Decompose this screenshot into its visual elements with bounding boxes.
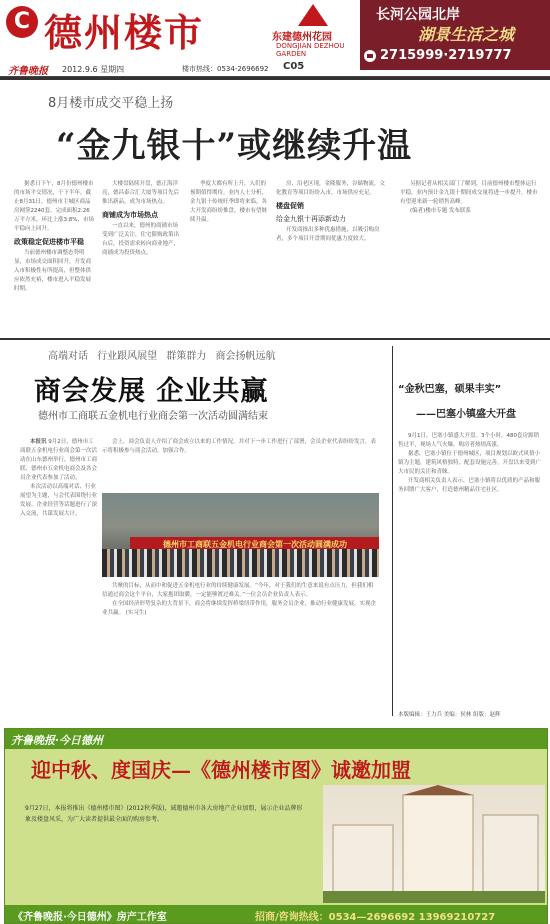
divider	[0, 338, 550, 340]
article1-column-1: 据悉日下午，8月份德州楼市的市场平交情况，于下半年，截止8月31日，德州市主城区商品房网签2240套，完成面积2.26万平方米，环比上涨3.8%，市场平稳向上回升。 政策稳定促进楼市平稳 当前德州楼市调整态势明显，市场成交面积回升，开发商入市积极性有所提高，但整体供应依然充裕，楼市进入平稳发展时期。	[14, 181, 94, 292]
ad-footer-hotline: 招商/咨询热线：0534—2696692 13969210727	[255, 912, 496, 923]
article2-tags: 高端对话 行业跟风展望 群策群力 商会扬帆远航	[48, 351, 276, 362]
article2-column-2: 会上，商会负责人介绍了商会成立以来的工作情况，并对下一步工作进行了部署，会员企业代表纷纷发言，表示将积极参与商会活动，加强合作。	[102, 439, 377, 454]
article1-column-2: 大楼盘陆续开盘，德正海洋亮，德昌泰合汇大厦等项目先后推出新品，成为市场热点。 商铺成为市场热点 一直以来，德州的商铺市场受到广泛关注，住宅限购政策出台后，投资需求转向商业地产，商铺成为投资热点。	[102, 180, 182, 334]
article1-heading-1: 政策稳定促进楼市平稳	[14, 238, 84, 246]
article2-title: 商会发展 企业共赢	[34, 376, 269, 407]
section-logo-icon: C	[6, 6, 38, 38]
article2-column-3: 共聚的目标，从而中和促进五金机电行业的持续健康发展。“今年，对于我们的生意来说有点压力，但我们相信通过商会这个平台，大家抱团取暖，一定能够渡过难关。”一位会员企业负责人表示。 在全国经济形势复杂的大背景下，商会将继续发挥桥梁纽带作用，服务会员企业，推动行业健康发展，实现企业共赢。 (实习生)	[102, 583, 377, 616]
ad-body: 9月27日，本报将推出《德州楼市图》(2012秋季版)，诚邀德州市各大房地产企业加盟，展示企业品牌形象及楼盘风采，为广大读者提供最全面的购房参考。	[25, 805, 303, 823]
sidebar-credit: 本版编辑：王力兵 美编：侯林 组版：赵辉	[398, 712, 501, 718]
ad-slogan-1: 长河公园北岸	[376, 7, 460, 23]
photo-banner: 德州市工商联五金机电行业商会第一次活动圆满成功	[130, 537, 379, 553]
sidebar-title: “金秋巴塞，硕果丰实”	[398, 384, 502, 395]
hotline: 楼市热线：0534-2696692	[182, 65, 269, 73]
ad-developer-name: 东建德州花园	[272, 32, 332, 43]
ad-headline: 迎中秋、度国庆—《德州楼市图》诚邀加盟	[31, 758, 411, 782]
article1-column-3: 季度大都有所上升，入们的预期值得期待。业内人士分析，金九银十传统旺季即将来临，各大开发商纷纷推盘，楼市有望继续升温。	[190, 181, 268, 223]
article2-byline: 本报讯	[30, 439, 47, 445]
paper-name: 齐鲁晚报	[8, 66, 48, 77]
top-advertisement[interactable]	[268, 0, 550, 70]
article2-column-1: 本报讯 9月2日，德州市工商联五金机电行业商会第一次活动在山东德州举行，德州市工商联、德州市五金机电商会及各会员企业代表参加了活动。 本次活动以高端对话、行业展望为主题，与会代表围绕行业发展、企业经营等话题进行了深入交流，共谋发展大计。	[20, 439, 98, 517]
article1-subtitle: 8月楼市成交平稳上扬	[48, 96, 174, 111]
sidebar-subtitle: ——巴塞小镇盛大开盘	[416, 409, 516, 420]
ad-developer-panel	[268, 0, 360, 70]
divider	[0, 77, 550, 80]
ad-phone: 2715999·2719777	[380, 48, 512, 63]
issue-date: 2012.9.6 星期四	[62, 65, 125, 74]
article1-heading-4b: 给金九银十再添新动力	[276, 215, 346, 223]
building-icon	[323, 785, 545, 903]
article1-column-5: 另据记者从相关部门了解到，目前德州楼市整体运行平稳，业内预计金九银十期间成交量将进一步提升，楼市有望迎来新一轮销售高峰。 (编者)楼市专题 发布联系	[400, 181, 538, 214]
bottom-advertisement[interactable]	[4, 728, 548, 924]
ad-slogan-2: 湖景生活之城	[418, 25, 515, 44]
page-number: C05	[283, 61, 305, 72]
building-rendering	[323, 785, 545, 903]
article1-title: “金九银十”或继续升温	[56, 126, 413, 166]
article2-end-note: (实习生)	[125, 610, 147, 616]
sidebar-body: 9月1日，巴塞小镇盛大开盘。3个小时，480套房源销售过半，现场人气火爆，购房者热情高涨。 据悉，巴塞小镇位于德州城区，项目规划以欧式风情小镇为主题，建筑风格独特，配套设施完善，开盘以来受到广大市民的关注和青睐。 开发商相关负责人表示，巴塞小镇将以优质的产品和服务回馈广大客户，打造德州精品住宅社区。	[398, 433, 542, 493]
ad-paper-label: 齐鲁晚报·今日德州	[11, 734, 103, 747]
event-photo	[102, 493, 379, 577]
phone-icon	[364, 50, 376, 62]
article2-subtitle: 德州市工商联五金机电行业商会第一次活动圆满结束	[38, 411, 268, 422]
section-title: 德州楼市	[44, 10, 205, 55]
photo-crowd	[102, 549, 379, 577]
article1-column-4: 房、沿老区现，金隆服务，谷储物流，文化教育等项目纷纷入市，市场供应充足。 楼盘促销 给金九银十再添新动力 开发商推出多种优惠措施，以吸引购房者，多个项目开盘期间优惠力度较大。	[276, 180, 388, 334]
article1-heading-2: 商铺成为市场热点	[102, 211, 158, 219]
ad-footer-office: 《齐鲁晚报·今日德州》房产工作室	[13, 912, 167, 923]
developer-logo-icon	[298, 4, 328, 26]
divider	[392, 346, 393, 716]
article1-heading-4: 楼盘促销	[276, 202, 304, 210]
ad-developer-subname: DONGJIAN DEZHOU GARDEN	[276, 42, 345, 58]
